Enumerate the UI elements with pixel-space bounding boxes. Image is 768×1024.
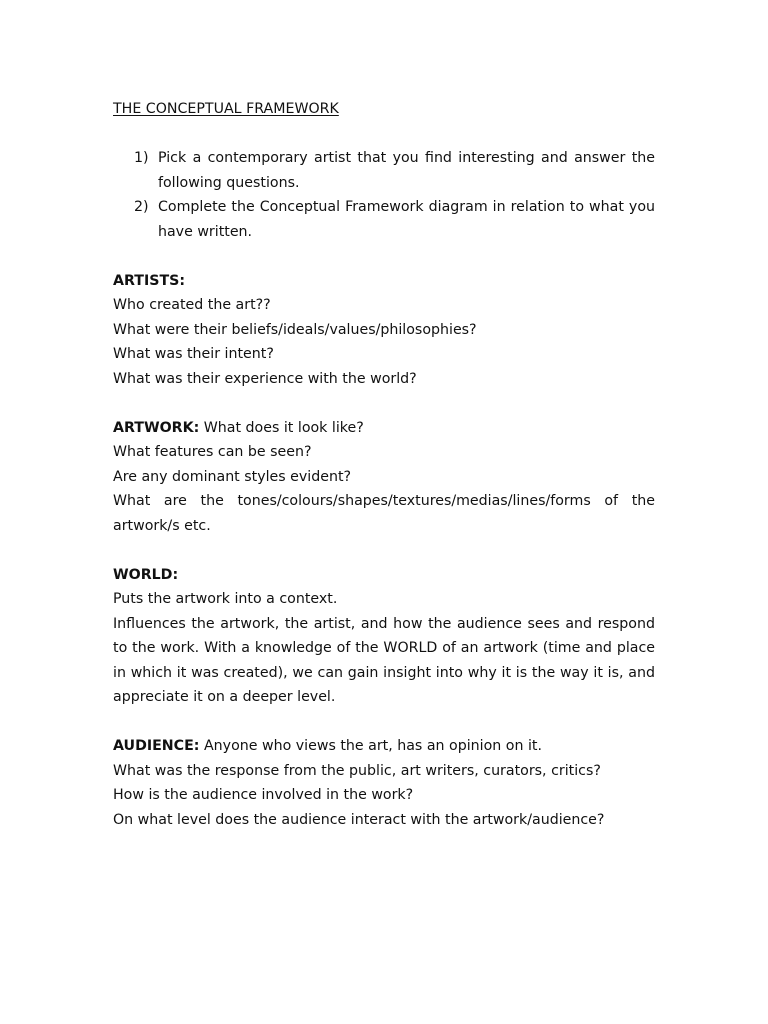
artwork-question: What features can be seen? [113, 444, 312, 460]
instruction-item [113, 146, 655, 195]
audience-section [113, 734, 655, 832]
world-heading: WORLD: [113, 566, 179, 583]
world-text: Puts the artwork into a context. [113, 591, 338, 607]
audience-lead-text: Anyone who views the art, has an opinion on it. [199, 738, 542, 754]
instruction-number: 1) [134, 150, 149, 166]
document-title: THE CONCEPTUAL FRAMEWORK [113, 101, 339, 117]
artwork-section [113, 416, 655, 539]
artists-section [113, 269, 655, 392]
instruction-text: Complete the Conceptual Framework diagram in relation to what you have written. [158, 199, 655, 240]
instructions-list [113, 146, 655, 244]
world-section [113, 563, 655, 710]
instruction-item [113, 195, 655, 244]
artists-question: What was their experience with the world? [113, 370, 417, 387]
audience-question: On what level does the audience interact with the artwork/audience? [113, 811, 605, 828]
artwork-first-line [113, 416, 655, 441]
artists-question: Who created the art?? [113, 297, 271, 313]
audience-question: What was the response from the public, art writers, curators, critics? [113, 762, 601, 779]
artists-question: What were their beliefs/ideals/values/philosophies? [113, 321, 477, 338]
artwork-heading: ARTWORK: [113, 419, 200, 436]
document-page [113, 97, 655, 832]
artwork-question: What are the tones/colours/shapes/textures/medias/lines/forms of the artwork/s etc. [113, 493, 655, 534]
artists-question: What was their intent? [113, 346, 274, 362]
artwork-lead-text: What does it look like? [199, 419, 364, 436]
artists-heading: ARTISTS: [113, 272, 186, 289]
audience-first-line [113, 734, 655, 759]
world-paragraph: Influences the artwork, the artist, and how the audience sees and respond to the work. With a knowledge of the WORLD of an artwork (time and place in which it was created), we can gain insight into why it is the way it is, and appreciate it on a deeper level. [113, 615, 655, 705]
artwork-question: Are any dominant styles evident? [113, 468, 352, 485]
audience-heading: AUDIENCE: [113, 738, 200, 754]
audience-question: How is the audience involved in the work? [113, 787, 414, 803]
instruction-text: Pick a contemporary artist that you find interesting and answer the following questions. [158, 150, 655, 191]
instruction-number: 2) [134, 199, 149, 215]
